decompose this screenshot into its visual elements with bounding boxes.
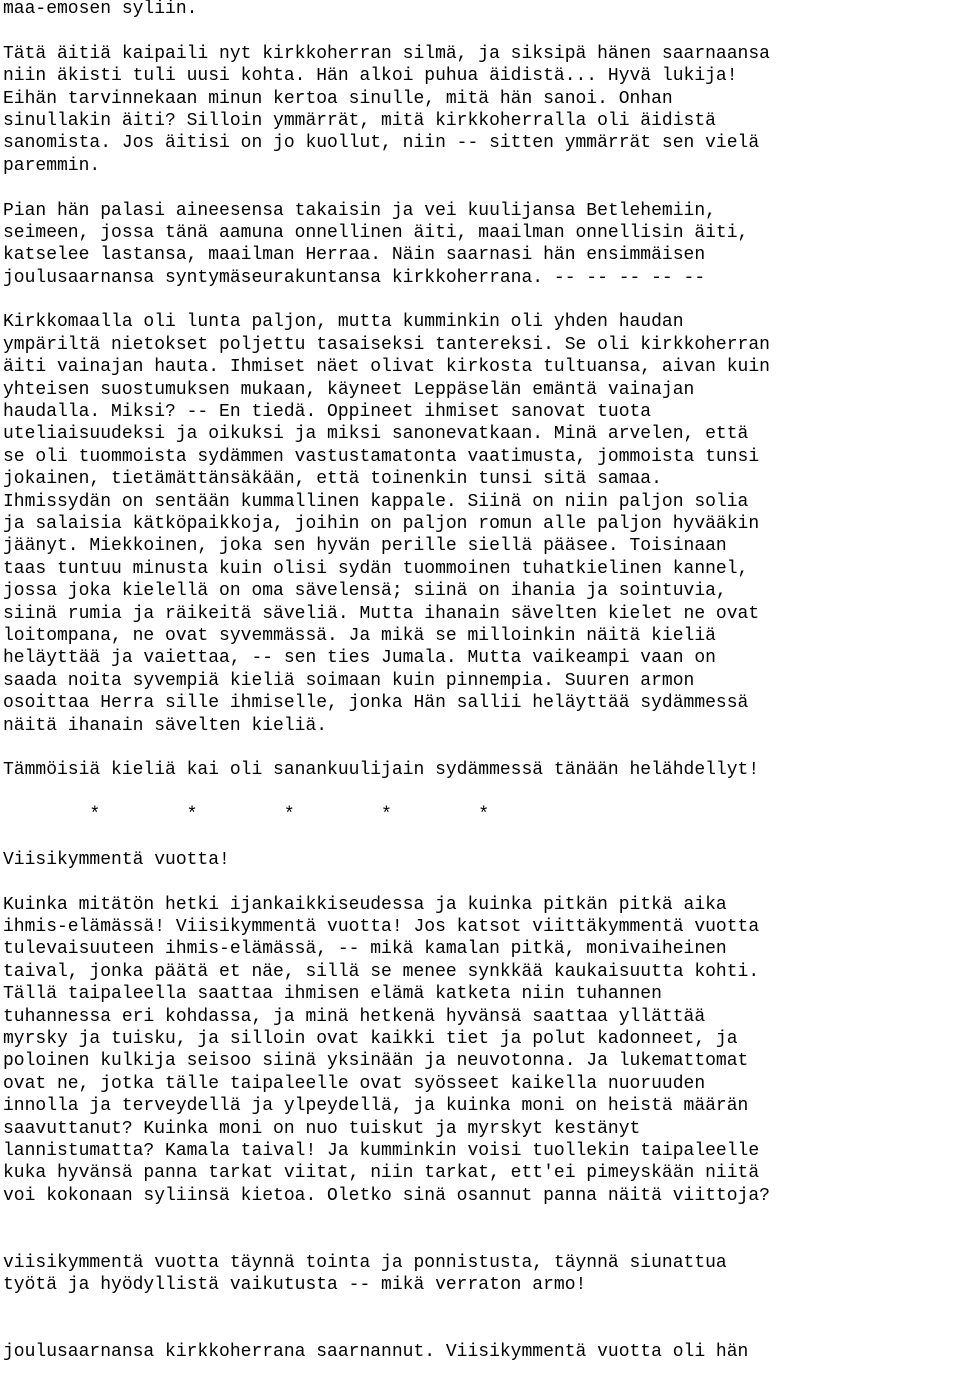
text-line: Kirkkomaalla oli lunta paljon, mutta kumminkin oli yhden haudan — [3, 312, 684, 333]
document-page — [3, 0, 958, 1386]
text-line: saada noita syvempiä kieliä soimaan kuin pinnempia. Suuren armon — [3, 670, 695, 691]
text-line: heläyttää ja vaiettaa, -- sen ties Jumala. Mutta vaikeampi vaan on — [3, 648, 716, 669]
text-line: ja salaisia kätköpaikkoja, joihin on paljon romun alle paljon hyvääkin — [3, 513, 760, 534]
text-line: viisikymmentä vuotta täynnä tointa ja ponnistusta, täynnä siunattua — [3, 1252, 727, 1273]
text-line: Tämmöisiä kieliä kai oli sanankuulijain sydämmessä tänään helähdellyt! — [3, 760, 760, 781]
paragraph-betlehem — [3, 200, 958, 290]
text-line: näitä ihanain sävelten kieliä. — [3, 715, 328, 736]
paragraph-fifty-life-years — [3, 1252, 958, 1319]
blank-line — [3, 737, 958, 759]
text-line: kuka hyvänsä panna tarkat viitat, niin tarkat, ett'ei pimeyskään niitä — [3, 1163, 760, 1184]
text-line: ovat ne, jotka tälle taipaleelle ovat syösseet kaikella nuoruuden — [3, 1073, 706, 1094]
text-line: myrsky ja tuisku, ja silloin ovat kaikki tiet ja polut kadonneet, ja — [3, 1028, 738, 1049]
text-line: maa-emosen syliin. — [3, 0, 198, 19]
paragraph-fifty-years — [3, 894, 958, 1230]
text-line: Eihän tarvinnekaan minun kertoa sinulle, mitä hän sanoi. Onhan — [3, 88, 673, 109]
blank-line — [3, 289, 958, 311]
text-line: paremmin. — [3, 155, 101, 176]
section-heading: Viisikymmentä vuotta! — [3, 849, 230, 870]
text-line: uteliaisuudeksi ja oikuksi ja miksi sanonevatkaan. Minä arvelen, että — [3, 424, 749, 445]
text-line: tulevaisuuteen ihmis-elämässä, -- mikä kamalan pitkä, monivaiheinen — [3, 939, 727, 960]
text-line: Ihmissydän on sentään kummallinen kappale. Siinä on niin paljon solia — [3, 491, 749, 512]
blank-line — [3, 826, 958, 848]
text-line: sinullakin äiti? Silloin ymmärrät, mitä kirkkoherralla oli äidistä — [3, 110, 716, 131]
section-divider-stars: * * * * * — [3, 805, 490, 826]
text-line: katselee lastansa, maailman Herraa. Näin saarnasi hän ensimmäisen — [3, 245, 706, 266]
paragraph-first-sermon — [3, 1341, 958, 1386]
text-line: innolla ja terveydellä ja ylpeydellä, ja kuinka moni on heistä määrän — [3, 1096, 749, 1117]
text-line: sanomista. Jos äitisi on jo kuollut, niin -- sitten ymmärrät sen vielä — [3, 133, 760, 154]
text-line: haudalla. Miksi? -- En tiedä. Oppineet ihmiset sanovat tuota — [3, 402, 652, 423]
blank-line — [3, 782, 958, 804]
text-line: taival, jonka päätä et näe, sillä se menee synkkää kaukaisuutta kohti. — [3, 961, 760, 982]
blank-line — [3, 1229, 958, 1251]
text-line: joulusaarnansa syntymäseurakuntansa kirkkoherrana. -- -- -- -- -- — [3, 267, 706, 288]
text-line: lannistumatta? Kamala taival! Ja kumminkin voisi tuollekin taipaleelle — [3, 1140, 760, 1161]
blank-line — [3, 871, 958, 893]
blank-line — [3, 177, 958, 199]
text-line: seimeen, jossa tänä aamuna onnellinen äiti, maailman onnellisin äiti, — [3, 222, 749, 243]
text-line: Tätä äitiä kaipaili nyt kirkkoherran silmä, ja siksipä hänen saarnaansa — [3, 43, 770, 64]
text-line: Pian hän palasi aineesensa takaisin ja vei kuulijansa Betlehemiin, — [3, 200, 716, 221]
text-line: poloinen kulkija seisoo siinä yksinään ja neuvotonna. Ja lukemattomat — [3, 1051, 749, 1072]
text-line: työtä ja hyödyllistä vaikutusta -- mikä verraton armo! — [3, 1275, 587, 1296]
text-line: taas tuntuu minusta kuin olisi sydän tuommoinen tuhatkielinen kannel, — [3, 558, 749, 579]
text-line: saavuttanut? Kuinka moni on nuo tuiskut ja myrskyt kestänyt — [3, 1118, 641, 1139]
text-line: voi kokonaan syliinsä kietoa. Oletko sinä osannut panna näitä viittoja? — [3, 1185, 770, 1206]
text-line: loitompana, ne ovat syvemmässä. Ja mikä se milloinkin näitä kieliä — [3, 625, 716, 646]
text-line: tuhannessa eri kohdassa, ja minä hetkenä hyvänsä saattaa yllättää — [3, 1006, 706, 1027]
text-line: niin äkisti tuli uusi kohta. Hän alkoi puhua äidistä... Hyvä lukija! — [3, 66, 738, 87]
blank-line — [3, 1319, 958, 1341]
text-line: ympäriltä nietokset poljettu tasaiseksi tantereksi. Se oli kirkkoherran — [3, 334, 770, 355]
text-line: ihmis-elämässä! Viisikymmentä vuotta! Jos katsot viittäkymmentä vuotta — [3, 917, 760, 938]
text-line — [3, 1364, 958, 1386]
text-line — [3, 1207, 958, 1229]
text-line: Kuinka mitätön hetki ijankaikkiseudessa ja kuinka pitkän pitkä aika — [3, 894, 727, 915]
paragraph-churchyard — [3, 311, 958, 736]
blank-line — [3, 20, 958, 42]
text-line — [3, 1297, 958, 1319]
text-line: osoittaa Herra sille ihmiselle, jonka Hän sallii heläyttää sydämmessä — [3, 693, 749, 714]
text-line: äiti vainajan hauta. Ihmiset näet olivat kirkosta tultuansa, aivan kuin — [3, 357, 770, 378]
text-line: jäänyt. Miekkoinen, joka sen hyvän perille siellä pääsee. Toisinaan — [3, 536, 727, 557]
text-line: joulusaarnansa kirkkoherrana saarnannut. Viisikymmentä vuotta oli hän — [3, 1342, 749, 1363]
paragraph-mother — [3, 43, 958, 177]
text-line: yhteisen suostumuksen mukaan, käyneet Leppäselän emäntä vainajan — [3, 379, 695, 400]
text-line: siinä rumia ja räikeitä säveliä. Mutta ihanain sävelten kielet ne ovat — [3, 603, 760, 624]
text-line: Tällä taipaleella saattaa ihmisen elämä katketa niin tuhannen — [3, 984, 662, 1005]
text-line: jossa joka kielellä on oma sävelensä; siinä on ihania ja sointuvia, — [3, 581, 727, 602]
text-line: jokainen, tietämättänsäkään, että toinenkin tunsi sitä samaa. — [3, 469, 662, 490]
text-line: se oli tuommoista sydämmen vastustamatonta vaatimusta, jommoista tunsi — [3, 446, 760, 467]
